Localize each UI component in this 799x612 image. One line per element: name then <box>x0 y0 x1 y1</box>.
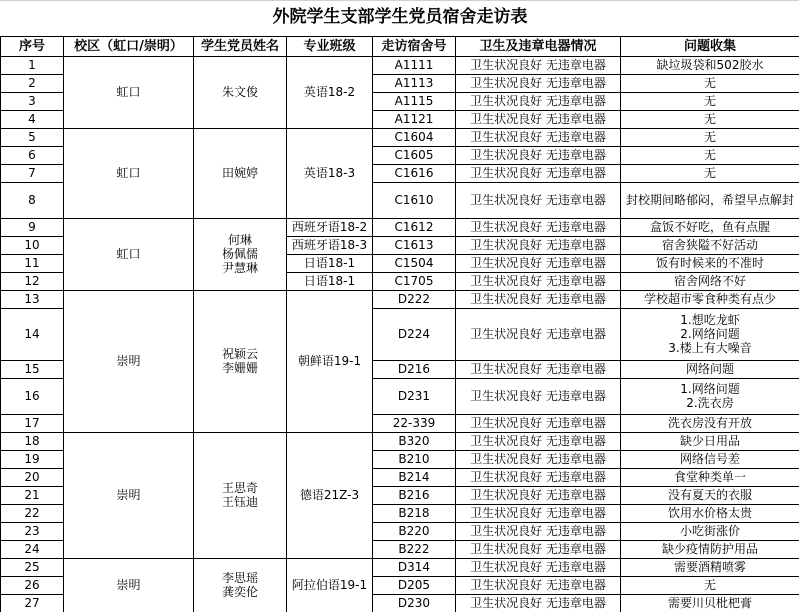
check-cell: 卫生状况良好 无违章电器 <box>456 450 621 468</box>
table-row <box>1 432 799 450</box>
table-title: 外院学生支部学生党员宿舍走访表 <box>1 0 799 36</box>
member-name-cell: 田婉婷 <box>194 128 287 218</box>
issue-cell: 网络信号差 <box>621 450 799 468</box>
seq-cell: 24 <box>1 540 64 558</box>
class-cell: 朝鲜语19-1 <box>287 290 373 432</box>
room-cell: D230 <box>373 594 456 612</box>
room-cell: A1115 <box>373 92 456 110</box>
check-cell: 卫生状况良好 无违章电器 <box>456 594 621 612</box>
issue-cell: 缺少疫情防护用品 <box>621 540 799 558</box>
room-cell: C1605 <box>373 146 456 164</box>
room-cell: D224 <box>373 308 456 360</box>
seq-cell: 23 <box>1 522 64 540</box>
seq-cell: 27 <box>1 594 64 612</box>
check-cell: 卫生状况良好 无违章电器 <box>456 558 621 576</box>
issue-cell: 需要酒精喷雾 <box>621 558 799 576</box>
issue-cell: 学校超市零食种类有点少 <box>621 290 799 308</box>
room-cell: B220 <box>373 522 456 540</box>
room-cell: B218 <box>373 504 456 522</box>
seq-cell: 10 <box>1 236 64 254</box>
seq-cell: 3 <box>1 92 64 110</box>
table-row <box>1 290 799 308</box>
check-cell: 卫生状况良好 无违章电器 <box>456 236 621 254</box>
issue-cell: 无 <box>621 164 799 182</box>
room-cell: B214 <box>373 468 456 486</box>
seq-cell: 15 <box>1 360 64 378</box>
table-row <box>1 128 799 146</box>
room-cell: A1111 <box>373 56 456 74</box>
issue-cell: 无 <box>621 146 799 164</box>
issue-cell: 宿舍网络不好 <box>621 272 799 290</box>
check-cell: 卫生状况良好 无违章电器 <box>456 128 621 146</box>
issue-cell: 1.网络问题 2.洗衣房 <box>621 378 799 414</box>
seq-cell: 21 <box>1 486 64 504</box>
check-cell: 卫生状况良好 无违章电器 <box>456 576 621 594</box>
issue-cell: 1.想吃龙虾 2.网络问题 3.楼上有大噪音 <box>621 308 799 360</box>
room-cell: B320 <box>373 432 456 450</box>
check-cell: 卫生状况良好 无违章电器 <box>456 468 621 486</box>
seq-cell: 4 <box>1 110 64 128</box>
header-seq: 序号 <box>1 36 64 56</box>
room-cell: C1705 <box>373 272 456 290</box>
check-cell: 卫生状况良好 无违章电器 <box>456 360 621 378</box>
room-cell: D216 <box>373 360 456 378</box>
check-cell: 卫生状况良好 无违章电器 <box>456 92 621 110</box>
header-room: 走访宿舍号 <box>373 36 456 56</box>
check-cell: 卫生状况良好 无违章电器 <box>456 218 621 236</box>
room-cell: C1612 <box>373 218 456 236</box>
issue-cell: 饮用水价格太贵 <box>621 504 799 522</box>
member-name-cell: 李思瑶 龚奕伦 <box>194 558 287 612</box>
class-cell: 西班牙语18-2 <box>287 218 373 236</box>
issue-cell: 洗衣房没有开放 <box>621 414 799 432</box>
seq-cell: 26 <box>1 576 64 594</box>
seq-cell: 22 <box>1 504 64 522</box>
seq-cell: 1 <box>1 56 64 74</box>
room-cell: A1121 <box>373 110 456 128</box>
seq-cell: 20 <box>1 468 64 486</box>
room-cell: C1616 <box>373 164 456 182</box>
issue-cell: 饭有时候来的不准时 <box>621 254 799 272</box>
issue-cell: 缺垃圾袋和502胶水 <box>621 56 799 74</box>
room-cell: D314 <box>373 558 456 576</box>
seq-cell: 19 <box>1 450 64 468</box>
seq-cell: 7 <box>1 164 64 182</box>
room-cell: 22-339 <box>373 414 456 432</box>
issue-cell: 无 <box>621 110 799 128</box>
campus-cell: 崇明 <box>64 558 194 612</box>
check-cell: 卫生状况良好 无违章电器 <box>456 74 621 92</box>
seq-cell: 18 <box>1 432 64 450</box>
check-cell: 卫生状况良好 无违章电器 <box>456 56 621 74</box>
header-class: 专业班级 <box>287 36 373 56</box>
room-cell: B222 <box>373 540 456 558</box>
room-cell: B210 <box>373 450 456 468</box>
check-cell: 卫生状况良好 无违章电器 <box>456 504 621 522</box>
member-name-cell: 王思奇 王钰迪 <box>194 432 287 558</box>
issue-cell: 宿舍狭隘不好活动 <box>621 236 799 254</box>
class-cell: 德语21Z-3 <box>287 432 373 558</box>
issue-cell: 缺少日用品 <box>621 432 799 450</box>
issue-cell: 无 <box>621 128 799 146</box>
seq-cell: 11 <box>1 254 64 272</box>
class-cell: 日语18-1 <box>287 254 373 272</box>
campus-cell: 虹口 <box>64 128 194 218</box>
campus-cell: 崇明 <box>64 432 194 558</box>
check-cell: 卫生状况良好 无违章电器 <box>456 522 621 540</box>
issue-cell: 盒饭不好吃，鱼有点腥 <box>621 218 799 236</box>
class-cell: 英语18-3 <box>287 128 373 218</box>
check-cell: 卫生状况良好 无违章电器 <box>456 164 621 182</box>
issue-cell: 没有夏天的衣服 <box>621 486 799 504</box>
table-row <box>1 56 799 74</box>
class-cell: 阿拉伯语19-1 <box>287 558 373 612</box>
member-name-cell: 祝颖云 李姗姗 <box>194 290 287 432</box>
check-cell: 卫生状况良好 无违章电器 <box>456 308 621 360</box>
room-cell: C1604 <box>373 128 456 146</box>
campus-cell: 崇明 <box>64 290 194 432</box>
seq-cell: 17 <box>1 414 64 432</box>
room-cell: A1113 <box>373 74 456 92</box>
seq-cell: 8 <box>1 182 64 218</box>
header-name: 学生党员姓名 <box>194 36 287 56</box>
table-row <box>1 558 799 576</box>
seq-cell: 13 <box>1 290 64 308</box>
issue-cell: 无 <box>621 576 799 594</box>
issue-cell: 食堂种类单一 <box>621 468 799 486</box>
check-cell: 卫生状况良好 无违章电器 <box>456 146 621 164</box>
member-name-cell: 何琳 杨佩儒 尹慧琳 <box>194 218 287 290</box>
seq-cell: 16 <box>1 378 64 414</box>
check-cell: 卫生状况良好 无违章电器 <box>456 378 621 414</box>
seq-cell: 9 <box>1 218 64 236</box>
class-cell: 英语18-2 <box>287 56 373 128</box>
check-cell: 卫生状况良好 无违章电器 <box>456 414 621 432</box>
header-check: 卫生及违章电器情况 <box>456 36 621 56</box>
campus-cell: 虹口 <box>64 56 194 128</box>
check-cell: 卫生状况良好 无违章电器 <box>456 110 621 128</box>
room-cell: C1504 <box>373 254 456 272</box>
issue-cell: 封校期间略郁闷，希望早点解封 <box>621 182 799 218</box>
header-campus: 校区（虹口/崇明） <box>64 36 194 56</box>
issue-cell: 需要川贝枇杷膏 <box>621 594 799 612</box>
room-cell: B216 <box>373 486 456 504</box>
check-cell: 卫生状况良好 无违章电器 <box>456 290 621 308</box>
seq-cell: 12 <box>1 272 64 290</box>
check-cell: 卫生状况良好 无违章电器 <box>456 272 621 290</box>
header-issue: 问题收集 <box>621 36 799 56</box>
check-cell: 卫生状况良好 无违章电器 <box>456 540 621 558</box>
table-row <box>1 218 799 236</box>
issue-cell: 无 <box>621 92 799 110</box>
check-cell: 卫生状况良好 无违章电器 <box>456 182 621 218</box>
room-cell: D222 <box>373 290 456 308</box>
check-cell: 卫生状况良好 无违章电器 <box>456 486 621 504</box>
check-cell: 卫生状况良好 无违章电器 <box>456 432 621 450</box>
seq-cell: 2 <box>1 74 64 92</box>
issue-cell: 无 <box>621 74 799 92</box>
seq-cell: 14 <box>1 308 64 360</box>
member-name-cell: 朱文俊 <box>194 56 287 128</box>
room-cell: D231 <box>373 378 456 414</box>
seq-cell: 5 <box>1 128 64 146</box>
room-cell: C1610 <box>373 182 456 218</box>
check-cell: 卫生状况良好 无违章电器 <box>456 254 621 272</box>
room-cell: C1613 <box>373 236 456 254</box>
seq-cell: 6 <box>1 146 64 164</box>
campus-cell: 虹口 <box>64 218 194 290</box>
issue-cell: 小吃街涨价 <box>621 522 799 540</box>
class-cell: 西班牙语18-3 <box>287 236 373 254</box>
seq-cell: 25 <box>1 558 64 576</box>
issue-cell: 网络问题 <box>621 360 799 378</box>
room-cell: D205 <box>373 576 456 594</box>
class-cell: 日语18-1 <box>287 272 373 290</box>
